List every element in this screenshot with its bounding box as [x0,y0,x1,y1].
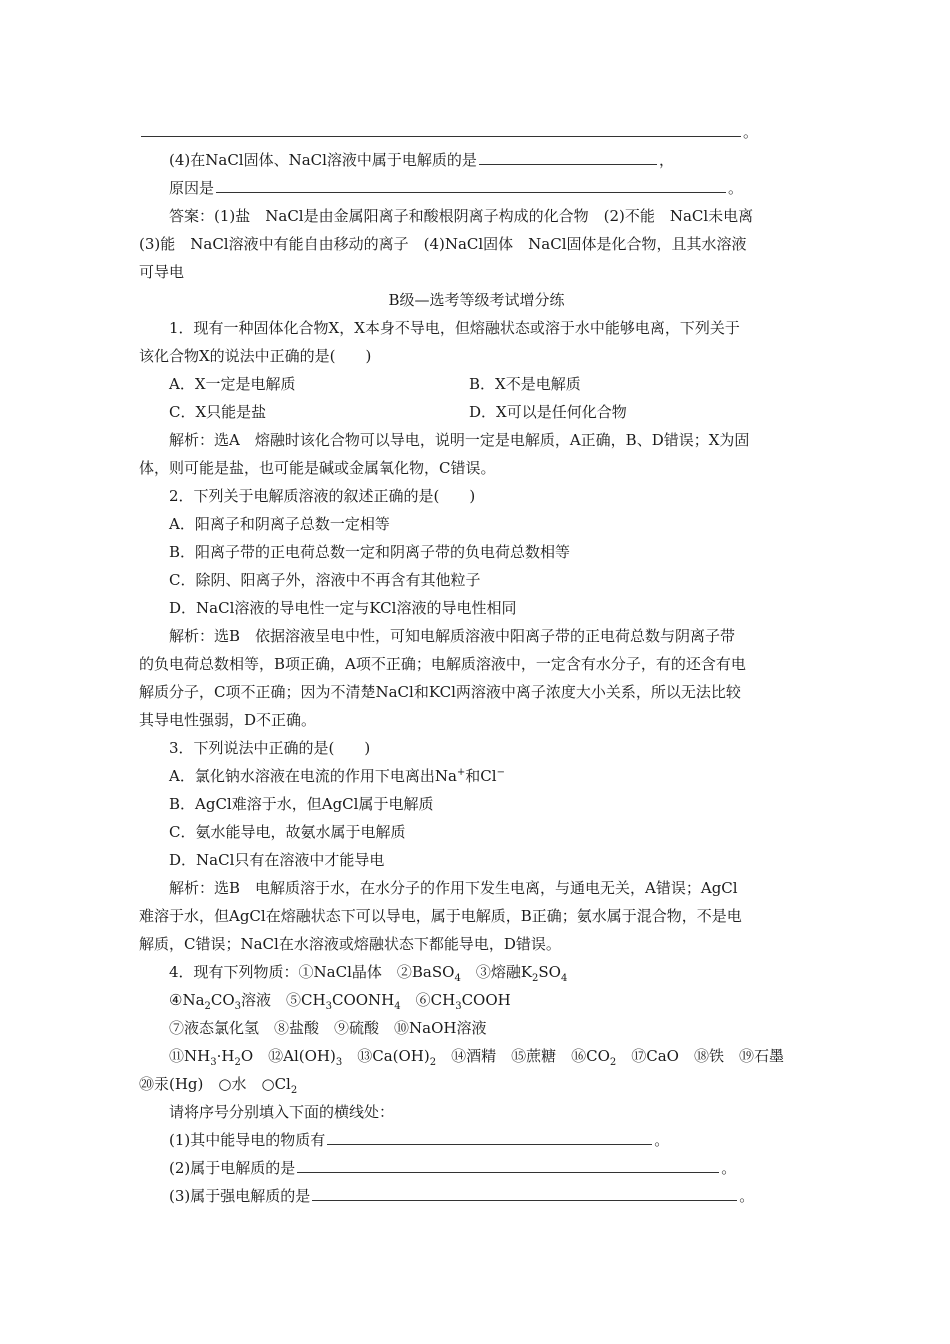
substance-list: $④Na_2CO_3$溶液 $⑤CH_3COONH_4$ $⑥CH_3COOH$ [169,991,511,1012]
option-c: C．除阴、阳离子外，溶液中不再含有其他粒子 [169,571,481,589]
analysis-text: 其导电性强弱，D不正确。 [139,711,317,729]
q-prev-reason: 原因是 。 [139,174,814,202]
substance-list: ⑦液态氯化氢 ⑧盐酸 ⑨硫酸 ⑩NaOH溶液 [169,1019,487,1037]
analysis-text: 解析：选A 熔融时该化合物可以导电，说明一定是电解质，A正确，B、D错误；X为固 [169,431,750,449]
answer-text: (3)能 NaCl溶液中有能自由移动的离子 (4)NaCl固体 NaCl固体是化合物，且其水溶液 [139,235,747,253]
question-stem: 该化合物X的说法中正确的是( ) [139,347,372,365]
option-c: C．X只能是盐 [169,403,267,421]
option-row [139,398,814,426]
answer-blank-line: 。 [139,118,814,146]
analysis-text: 难溶于水，但AgCl在熔融状态下可以导电，属于电解质，B正确；氨水属于混合物，不是电 [139,907,742,925]
option-b: B．X不是电解质 [469,375,581,393]
question-stem: 1．现有一种固体化合物X，X本身不导电，但熔融状态或溶于水中能够电离，下列关于 [169,319,740,337]
answer-blank[interactable] [216,174,726,193]
option-a: A．X一定是电解质 [169,375,296,393]
option-a: A．氯化钠水溶液在电流的作用下电离出Na+和Cl− [169,767,505,785]
analysis-text: 解析：选B 依据溶液呈电中性，可知电解质溶液中阳离子带的正电荷总数与阴离子带 [169,627,736,645]
option-d: D．NaCl只有在溶液中才能导电 [169,851,385,869]
question-stem: 3．下列说法中正确的是( ) [169,739,371,757]
option-row [139,370,814,398]
analysis-text: 解质分子，C项不正确；因为不清楚NaCl和KCl两溶液中离子浓度大小关系，所以无法比较 [139,683,741,701]
option-b: B．AgCl难溶于水，但AgCl属于电解质 [169,795,434,813]
sub-question-2: (2)属于电解质的是 。 [139,1154,814,1182]
option-a: A．阳离子和阴离子总数一定相等 [169,515,390,533]
q-prev-4: (4)在NaCl固体、NaCl溶液中属于电解质的是 ， [139,146,814,174]
analysis-text: 解析：选B 电解质溶于水，在水分子的作用下发生电离，与通电无关，A错误；AgCl [169,879,738,897]
answer-blank[interactable] [327,1126,652,1145]
question-stem: 4．现有下列物质：①NaCl晶体 ②BaSO$_4$ ③熔融$K_2SO_4$ [169,963,568,984]
answer-text: 可导电 [139,263,185,281]
question-stem: 2．下列关于电解质溶液的叙述正确的是( ) [169,487,476,505]
analysis-text: 的负电荷总数相等，B项正确，A项不正确；电解质溶液中，一定含有水分子，有的还含有电 [139,655,746,673]
answer-blank[interactable] [141,118,741,137]
option-b: B．阳离子带的正电荷总数一定和阴离子带的负电荷总数相等 [169,543,571,561]
analysis-text: 解质，C错误；NaCl在水溶液或熔融状态下都能导电，D错误。 [139,935,561,953]
answer-blank[interactable] [312,1182,737,1201]
option-d: D．NaCl溶液的导电性一定与KCl溶液的导电性相同 [169,599,517,617]
document-page [139,118,814,1210]
option-d: D．X可以是任何化合物 [469,403,627,421]
substance-list: $⑪NH_3\cdot H_2O$ $⑫Al(OH)_3$ $⑬Ca(OH)_2$ ⑭酒精 ⑮蔗糖 $⑯CO_2$ ⑰CaO ⑱铁 ⑲石墨 [169,1047,784,1068]
analysis-text: 体，则可能是盐，也可能是碱或金属氧化物，C错误。 [139,459,496,477]
sub-question-1: (1)其中能导电的物质有 。 [139,1126,814,1154]
sub-question-3: (3)属于强电解质的是 。 [139,1182,814,1210]
answer-blank[interactable] [297,1154,719,1173]
answer-blank[interactable] [479,146,657,165]
section-title: B级—选考等级考试增分练 [388,291,565,309]
answer-text: 答案：(1)盐 NaCl是由金属阳离子和酸根阴离子构成的化合物 (2)不能 NaCl未电离 [169,207,754,225]
instruction-text: 请将序号分别填入下面的横线处： [169,1103,395,1121]
option-c: C．氨水能导电，故氨水属于电解质 [169,823,406,841]
substance-list: ⑳汞(Hg) ○水 $○Cl_2$ [139,1075,298,1096]
